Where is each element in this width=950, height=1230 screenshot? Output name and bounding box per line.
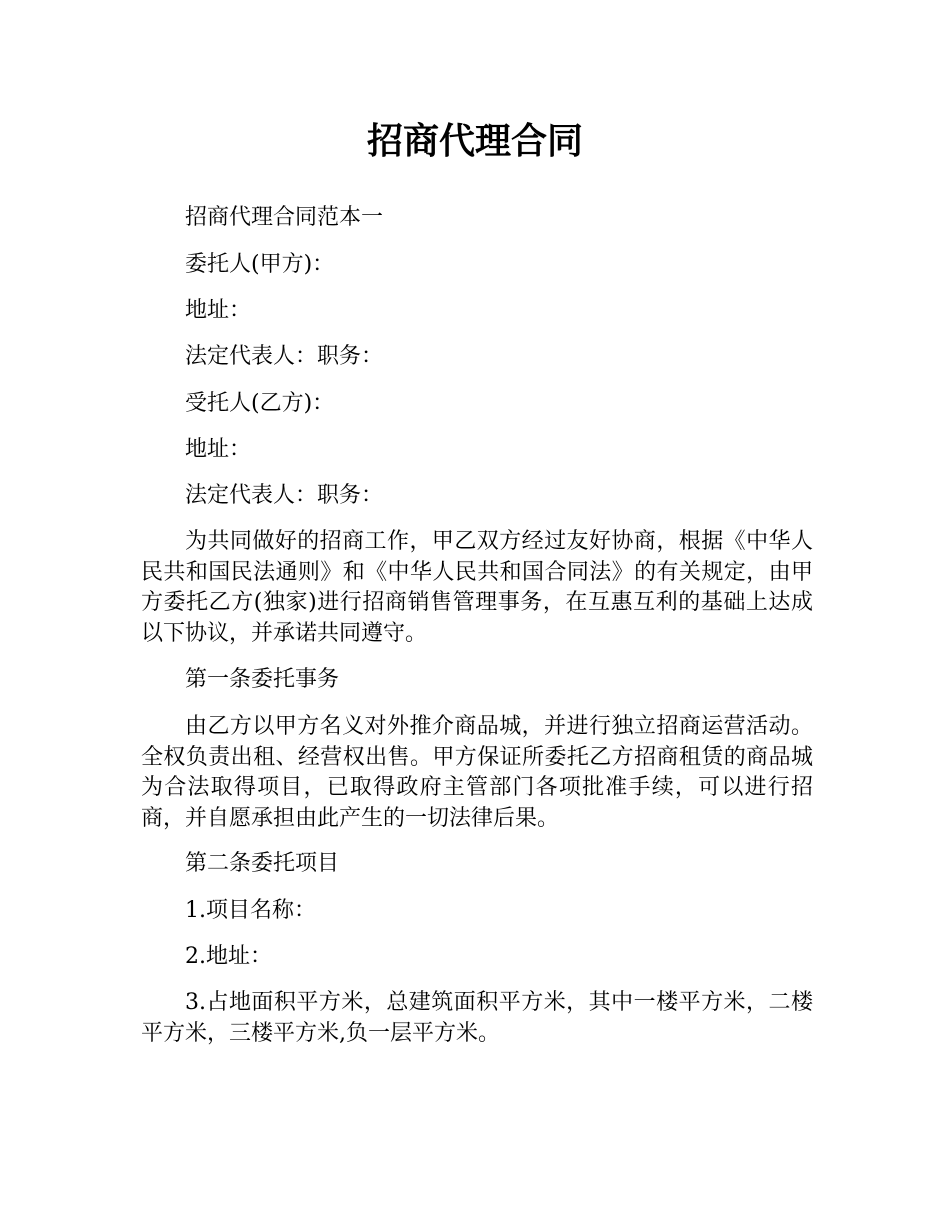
party-a-representative: 法定代表人：职务：	[185, 344, 384, 369]
document-title: 招商代理合同	[366, 121, 583, 162]
article-1-heading: 第一条委托事务	[185, 667, 340, 692]
article-2-item-1: 1.项目名称：	[185, 898, 316, 923]
article-2-item-2: 2.地址：	[185, 944, 272, 969]
contract-heading: 招商代理合同范本一	[185, 205, 384, 230]
party-a-address: 地址：	[185, 298, 252, 323]
party-b-representative: 法定代表人：职务：	[185, 483, 384, 508]
party-b-label: 受托人(乙方)：	[185, 391, 335, 416]
party-b-address: 地址：	[185, 437, 252, 462]
article-1-body: 由乙方以甲方名义对外推介商品城，并进行独立招商运营活动。全权负责出租、经营权出售。甲方保证所委托乙方招商租赁的商品城为合法取得项目，已取得政府主管部门各项批准手续，可以进行招商，并自愿承担由此产生的一切法律后果。	[141, 714, 813, 831]
article-2-heading: 第二条委托项目	[185, 851, 340, 876]
article-2-item-3: 3.占地面积平方米，总建筑面积平方米，其中一楼平方米，二楼平方米，三楼平方米,负一层平方米。	[141, 990, 813, 1046]
intro-paragraph: 为共同做好的招商工作，甲乙双方经过友好协商，根据《中华人民共和国民法通则》和《中华人民共和国合同法》的有关规定，由甲方委托乙方(独家)进行招商销售管理事务，在互惠互利的基础上达成以下协议，并承诺共同遵守。	[141, 529, 813, 646]
party-a-label: 委托人(甲方)：	[185, 252, 335, 277]
